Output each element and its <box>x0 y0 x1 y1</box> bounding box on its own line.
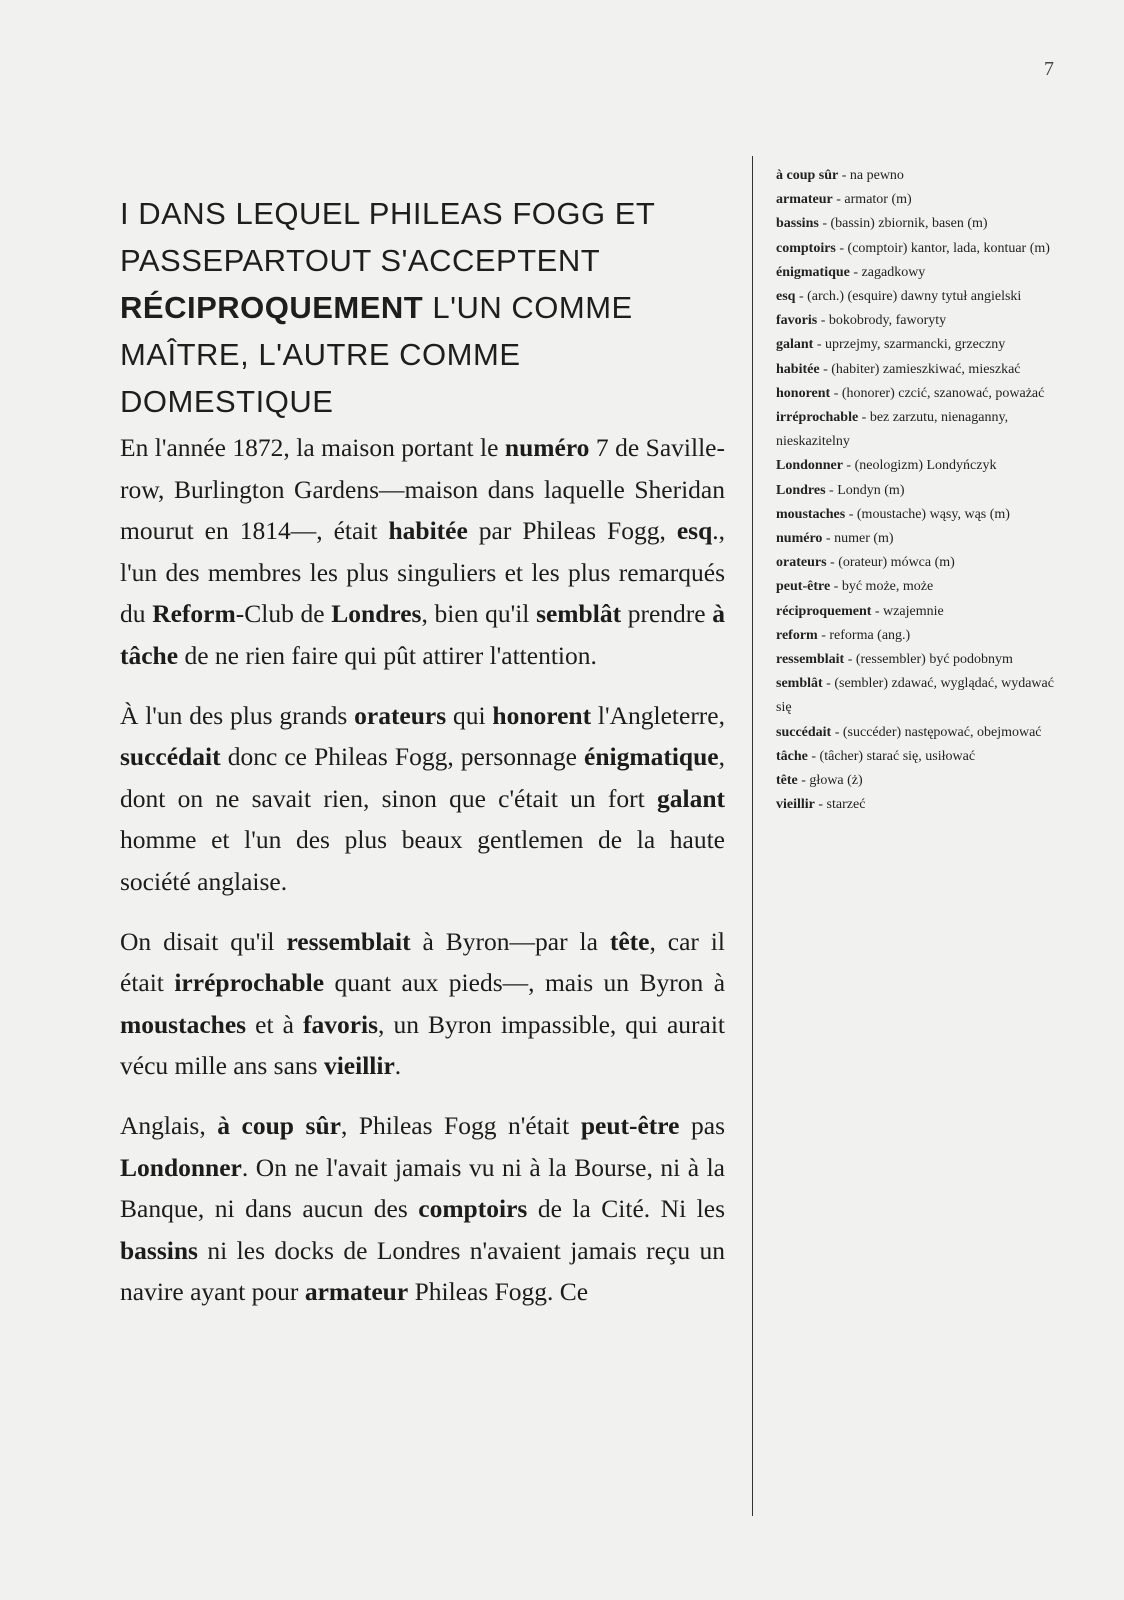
glossed-word: armateur <box>304 1277 409 1307</box>
glossary-term: vieillir <box>776 797 815 813</box>
text-run: Phileas Fogg. Ce <box>408 1277 589 1307</box>
glossed-word: bassins <box>120 1235 198 1265</box>
glossary-entry <box>776 769 1064 793</box>
glossary-term: irréprochable <box>776 410 859 426</box>
text-run: pas <box>679 1110 726 1140</box>
text-run: , car il était <box>120 926 725 998</box>
glossary-term: tâche <box>776 748 808 764</box>
glossary-entry <box>776 672 1064 720</box>
text-run: . <box>394 1051 402 1081</box>
glossed-word: vieillir <box>323 1051 395 1081</box>
glossary-term: honorent <box>776 385 831 401</box>
glossary-entry <box>776 454 1064 478</box>
glossary-definition: - (moustache) wąsy, wąs (m) <box>845 506 1010 522</box>
paragraph <box>120 695 725 903</box>
glossary <box>776 164 1064 817</box>
glossary-entry <box>776 164 1064 188</box>
glossary-definition: - starzeć <box>814 797 866 813</box>
glossary-term: comptoirs <box>776 240 836 256</box>
text-run: prendre <box>621 599 713 629</box>
glossed-word: à tâche <box>120 599 726 670</box>
main-text-column <box>120 190 725 1331</box>
glossary-entry <box>776 600 1064 624</box>
glossary-entry <box>776 406 1064 454</box>
glossed-word: comptoirs <box>418 1194 528 1224</box>
text-run: à Byron—par la <box>410 926 610 956</box>
text-run: et à <box>246 1009 303 1039</box>
glossary-definition: - (sembler) zdawać, wyglądać, wydawać się <box>776 676 1054 716</box>
text-run: . On ne l'avait jamais vu ni à la Bourse, ni à la Banque, ni dans aucun des <box>120 1152 725 1224</box>
paragraph <box>120 427 725 677</box>
glossary-definition: - uprzejmy, szarmancki, grzeczny <box>813 337 1006 353</box>
glossary-entry <box>776 793 1064 817</box>
text-run: , un Byron impassible, qui aurait vécu mille ans sans <box>120 1009 725 1081</box>
glossary-entry <box>776 382 1064 406</box>
glossed-word: honorent <box>492 700 592 730</box>
glossary-entry <box>776 624 1064 648</box>
text-run: Anglais, <box>120 1110 218 1140</box>
glossary-entry <box>776 648 1064 672</box>
glossary-definition: - (neologizm) Londyńczyk <box>842 458 997 474</box>
glossary-entry <box>776 285 1064 309</box>
glossary-entry <box>776 575 1064 599</box>
glossary-entry <box>776 503 1064 527</box>
glossary-definition: - (arch.) (esquire) dawny tytuł angielski <box>795 289 1022 305</box>
glossary-entry <box>776 212 1064 236</box>
glossary-entry <box>776 527 1064 551</box>
text-run: de la Cité. Ni les <box>527 1194 725 1224</box>
glossary-term: numéro <box>776 531 823 547</box>
glossary-entry <box>776 551 1064 575</box>
glossary-definition: - na pewno <box>838 168 904 183</box>
glossed-word: énigmatique <box>584 742 719 772</box>
paragraph <box>120 921 725 1087</box>
glossary-definition: - głowa (ż) <box>797 773 863 789</box>
glossary-term: ressemblait <box>776 652 845 668</box>
glossed-word: favoris <box>302 1009 379 1039</box>
text-run: , dont on ne savait rien, sinon que c'était un fort <box>120 742 725 813</box>
text-run: quant aux pieds—, mais un Byron à <box>324 968 726 998</box>
glossary-definition: - reforma (ang.) <box>817 627 911 643</box>
glossary-definition: - numer (m) <box>822 531 894 547</box>
glossary-definition: - armator (m) <box>832 192 912 208</box>
glossary-term: reform <box>776 627 818 643</box>
glossary-term: à coup sûr <box>776 168 839 183</box>
text-run: , Phileas Fogg n'était <box>340 1110 581 1140</box>
glossary-definition: - zagadkowy <box>849 264 926 280</box>
glossed-word: galant <box>656 783 725 813</box>
glossed-word: tête <box>609 926 650 956</box>
glossary-entry <box>776 333 1064 357</box>
glossary-term: habitée <box>776 361 820 377</box>
glossary-definition: - (habiter) zamieszkiwać, mieszkać <box>819 361 1021 377</box>
glossary-definition: - (ressembler) być podobnym <box>844 652 1013 668</box>
text-run: homme et l'un des plus beaux gentlemen de la haute société anglaise. <box>120 825 725 896</box>
glossed-word: numéro <box>504 433 590 462</box>
glossary-entry <box>776 261 1064 285</box>
glossary-definition: - być może, może <box>830 579 934 595</box>
glossary-term: moustaches <box>776 506 846 522</box>
paragraphs <box>120 427 725 1313</box>
glossed-word: succédait <box>120 742 221 772</box>
glossary-term: armateur <box>776 192 833 208</box>
text-run: de ne rien faire qui pût attirer l'attention. <box>178 640 597 670</box>
glossary-definition: - (succéder) następować, obejmować <box>831 724 1042 740</box>
glossary-term: favoris <box>776 313 818 329</box>
glossed-word: esq <box>676 516 713 546</box>
glossary-term: galant <box>776 337 814 353</box>
text-run: par Phileas Fogg, <box>467 516 677 546</box>
glossary-term: tête <box>776 773 798 789</box>
column-divider <box>752 156 753 1516</box>
glossary-term: Londres <box>776 482 826 498</box>
glossed-word: ressemblait <box>286 926 411 956</box>
glossed-word: orateurs <box>354 700 447 730</box>
glossary-term: succédait <box>776 724 832 740</box>
glossary-definition: - (honorer) czcić, szanować, poważać <box>830 385 1045 401</box>
glossed-word: habitée <box>388 516 468 546</box>
glossary-term: orateurs <box>776 555 827 571</box>
text-run: qui <box>446 700 493 730</box>
glossed-word: Londonner <box>120 1152 242 1182</box>
title-bold-word: RÉCIPROQUEMENT <box>120 290 424 325</box>
text-run: ni les docks de Londres n'avaient jamais reçu un navire ayant pour <box>120 1235 725 1307</box>
glossary-definition: - bez zarzutu, nienaganny, nieskazitelny <box>776 410 1009 450</box>
text-run: ., l'un des membres les plus singuliers et les plus remarqués du <box>120 516 726 629</box>
glossed-word: Londres <box>331 599 422 629</box>
glossary-entry <box>776 479 1064 503</box>
glossed-word: à coup sûr <box>217 1110 341 1140</box>
paragraph <box>120 1105 725 1313</box>
glossary-entry <box>776 721 1064 745</box>
title-segment: L'UN COMME MAÎTRE, L'AUTRE COMME DOMESTIQUE <box>120 290 633 419</box>
glossary-entry <box>776 237 1064 261</box>
glossary-definition: - wzajemnie <box>871 603 944 619</box>
glossed-word: irréprochable <box>174 968 325 998</box>
glossary-term: Londonner <box>776 458 843 474</box>
glossary-entry <box>776 358 1064 382</box>
glossary-definition: - Londyn (m) <box>825 482 905 498</box>
glossary-term: réciproquement <box>776 603 872 619</box>
glossary-term: peut-être <box>776 579 831 595</box>
glossed-word: semblât <box>536 599 622 629</box>
glossed-word: Reform <box>152 599 236 629</box>
text-run: On disait qu'il <box>120 926 287 956</box>
glossary-definition: - (tâcher) starać się, usiłować <box>807 748 976 764</box>
chapter-title <box>120 190 725 425</box>
title-segment: I DANS LEQUEL PHILEAS FOGG ET PASSEPARTOUT S'ACCEPTENT <box>120 196 655 278</box>
glossary-term: bassins <box>776 216 819 232</box>
glossary-definition: - bokobrody, faworyty <box>817 313 947 329</box>
text-run: l'Angleterre, <box>591 700 725 730</box>
glossary-entry <box>776 745 1064 769</box>
glossary-entry <box>776 188 1064 212</box>
text-run: -Club de <box>235 599 332 629</box>
text-run: donc ce Phileas Fogg, personnage <box>220 742 585 772</box>
glossary-term: esq <box>776 289 796 305</box>
glossary-entry <box>776 309 1064 333</box>
glossary-definition: - (orateur) mówca (m) <box>826 555 955 571</box>
text-run: À l'un des plus grands <box>120 700 355 730</box>
text-run: , bien qu'il <box>421 599 537 629</box>
page-number: 7 <box>1044 58 1054 80</box>
text-run: En l'année 1872, la maison portant le <box>120 433 505 462</box>
glossed-word: moustaches <box>120 1009 247 1039</box>
glossary-definition: - (comptoir) kantor, lada, kontuar (m) <box>835 240 1050 256</box>
glossary-definition: - (bassin) zbiornik, basen (m) <box>818 216 988 232</box>
glossary-term: énigmatique <box>776 264 850 280</box>
glossed-word: peut-être <box>580 1110 680 1140</box>
glossary-term: semblât <box>776 676 823 692</box>
text-run: 7 de Saville-row, Burlington Gardens—maison dans laquelle Sheridan mourut en 1814—, était <box>120 433 725 546</box>
